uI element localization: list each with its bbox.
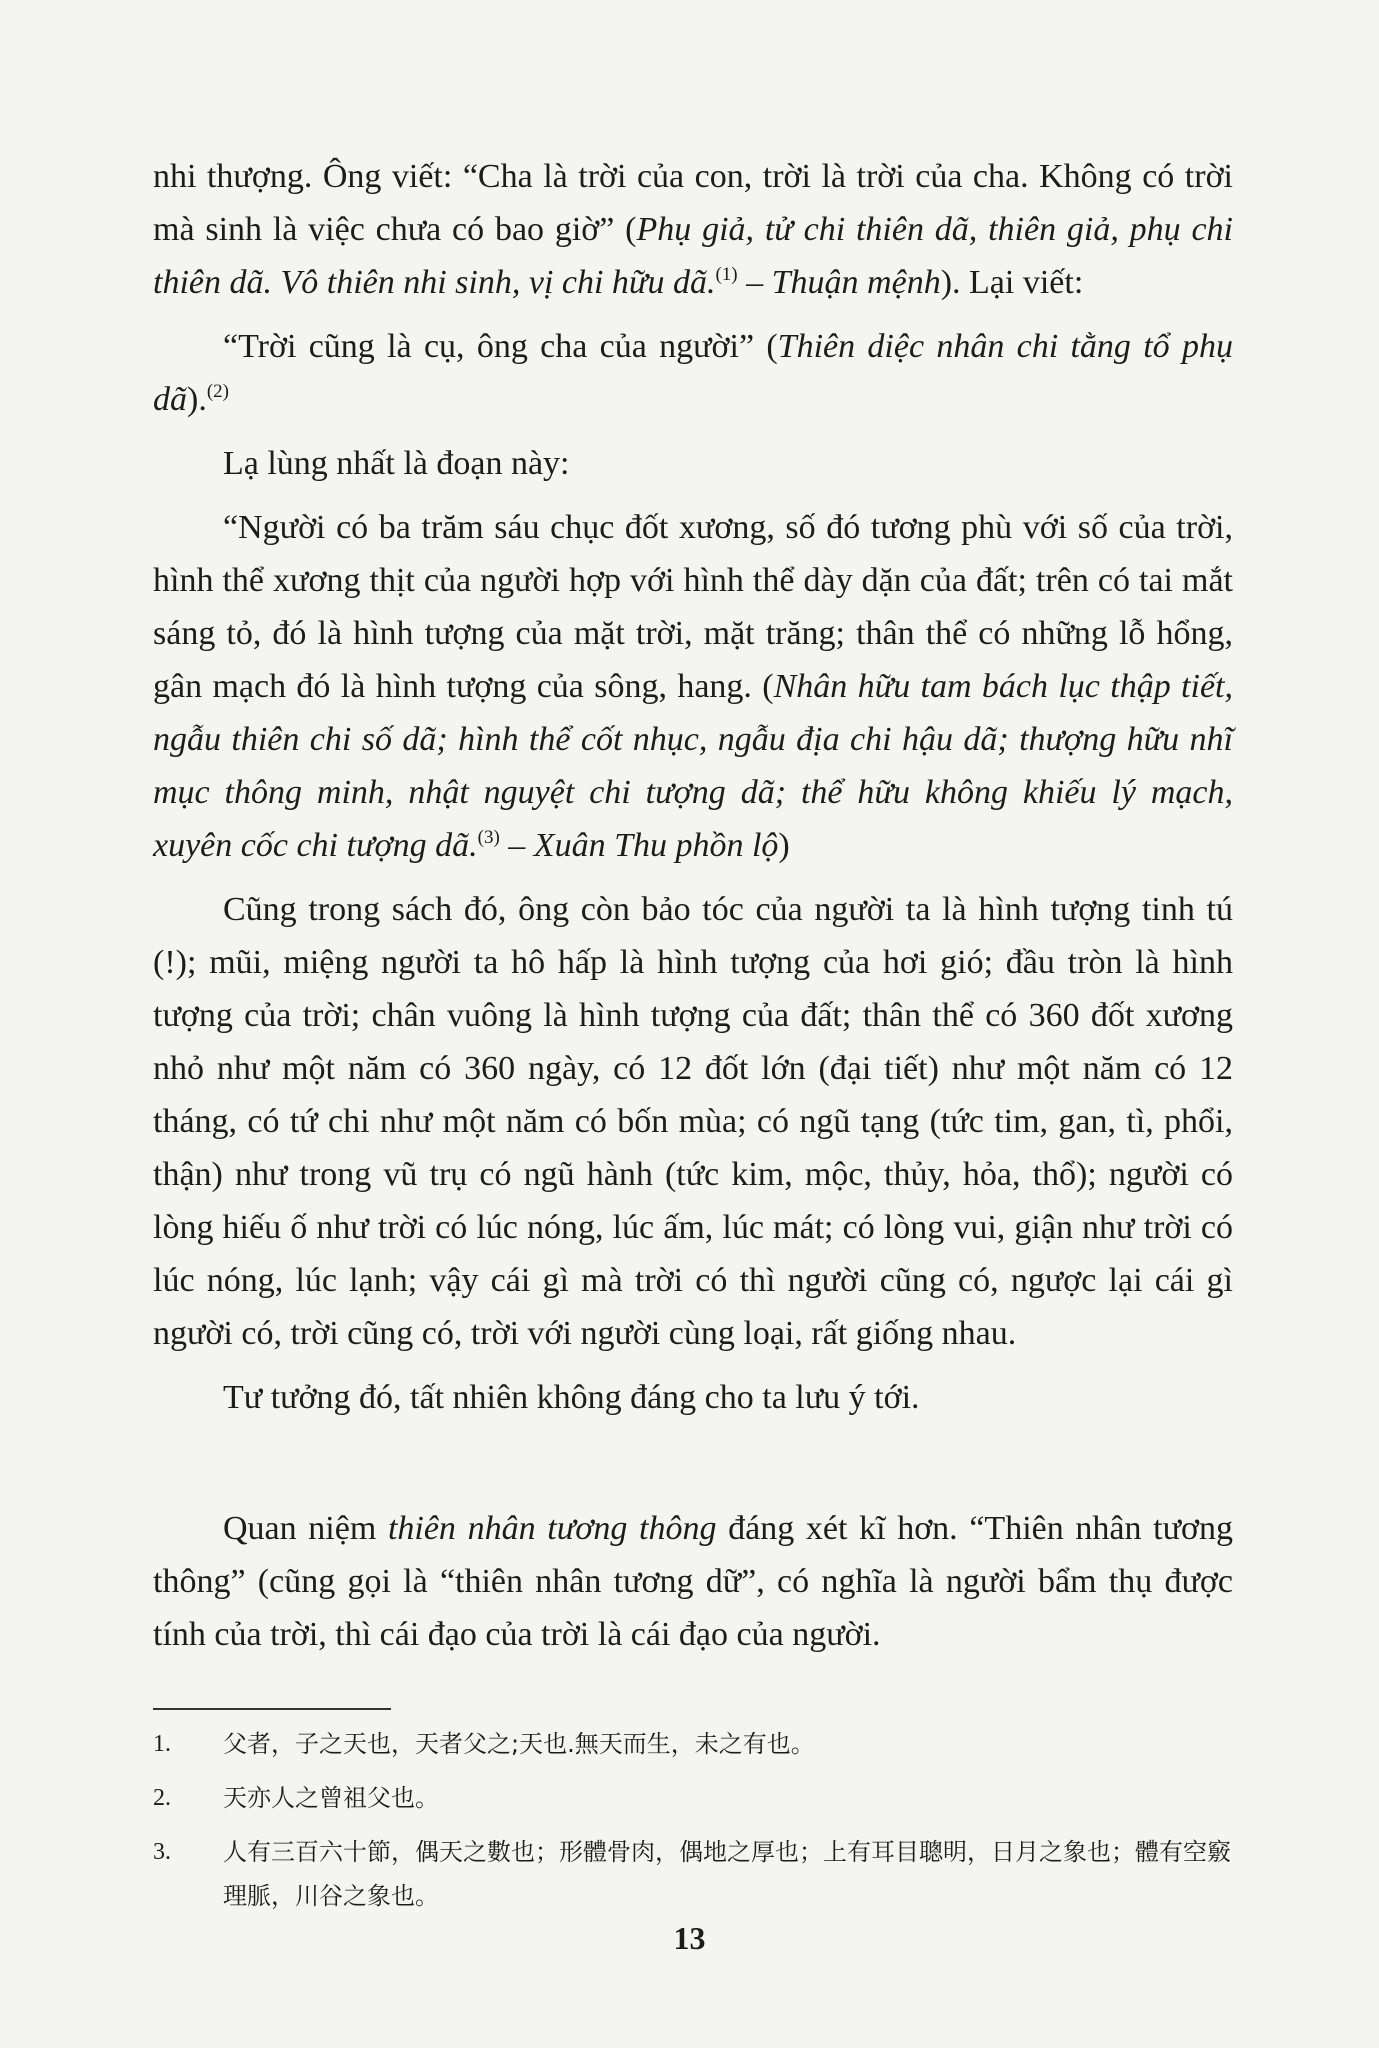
paragraph <box>153 320 1233 426</box>
italic-text: Thuận mệnh <box>771 264 941 301</box>
text-run: ) <box>778 827 790 864</box>
text-run: – <box>499 827 534 864</box>
paragraph <box>153 1502 1233 1661</box>
footnote-ref: (1) <box>715 264 738 285</box>
text-run: “Trời cũng là cụ, ông cha của người” ( <box>223 328 778 365</box>
text-run: đáng xét kĩ hơn. “Thiên nhân tương thông” (cũng gọi là “thiên nhân tương dữ”, có nghĩa là người bẩm thụ được tính của trời, thì cái đạo của trời là cái đạo của người. <box>153 1510 1233 1653</box>
paragraph <box>153 501 1233 872</box>
body-text <box>153 150 1233 1661</box>
text-run: ). Lại viết: <box>940 264 1084 301</box>
italic-text: Xuân Thu phồn lộ <box>533 827 779 864</box>
italic-text: Thiên diệc nhân chi tằng tổ phụ dã <box>153 328 1233 418</box>
text-run: “Người có ba trăm sáu chục đốt xương, số đó tương phù với số của trời, hình thể xương thịt của người hợp với hình thể dày dặn của đất; trên có tai mắt sáng tỏ, đó là hình tượng của mặt trời, mặt trăng; thân thể có những lỗ hổng, gân mạch đó là hình tượng của sông, hang. ( <box>153 509 1233 705</box>
text-run: ). <box>187 381 207 418</box>
footnote-number: 3. <box>153 1839 171 1865</box>
paragraph <box>153 437 1233 490</box>
footnote <box>153 1722 1233 1766</box>
footnote-divider <box>153 1708 391 1710</box>
page-number: 13 <box>673 1920 706 1956</box>
italic-text: Phụ giả, tử chi thiên dã, thiên giả, phụ chi thiên dã. Vô thiên nhi sinh, vị chi hữu dã. <box>153 211 1233 301</box>
italic-text: thiên nhân tương thông <box>387 1510 717 1547</box>
text-run: Lạ lùng nhất là đoạn này: <box>223 445 570 482</box>
text-run: – <box>737 264 772 301</box>
paragraph <box>153 1371 1233 1424</box>
footnote-number: 2. <box>153 1785 171 1811</box>
text-run: nhi thượng. Ông viết: “Cha là trời của con, trời là trời của cha. Không có trời mà sinh là việc chưa có bao giờ” ( <box>153 158 1233 248</box>
footnote <box>153 1776 1233 1820</box>
footnotes <box>153 1722 1233 1928</box>
paragraph <box>153 150 1233 309</box>
footnote-text: 父者，子之天也，天者父之;天也.無天而生，未之有也。 <box>223 1730 815 1758</box>
footnote-text: 人有三百六十節，偶天之數也；形體骨肉，偶地之厚也；上有耳目聰明，日月之象也；體有空竅理脈，川谷之象也。 <box>223 1838 1231 1910</box>
footnote-text: 天亦人之曾祖父也。 <box>223 1784 439 1812</box>
footnote <box>153 1830 1233 1918</box>
footnote-ref: (2) <box>206 381 229 402</box>
italic-text: Nhân hữu tam bách lục thập tiết, ngẫu thiên chi số dã; hình thể cốt nhục, ngẫu địa chi hậu dã; thượng hữu nhĩ mục thông minh, nhật nguyệt chi tượng dã; thể hữu không khiếu lý mạch, xuyên cốc chi tượng dã. <box>153 668 1233 864</box>
footnote-ref: (3) <box>477 827 500 848</box>
footnote-number: 1. <box>153 1731 171 1757</box>
text-run: Quan niệm <box>223 1510 388 1547</box>
text-run: Tư tưởng đó, tất nhiên không đáng cho ta lưu ý tới. <box>223 1379 920 1416</box>
paragraph <box>153 883 1233 1360</box>
text-run: Cũng trong sách đó, ông còn bảo tóc của người ta là hình tượng tinh tú (!); mũi, miệng người ta hô hấp là hình tượng của hơi gió; đầu tròn là hình tượng của trời; chân vuông là hình tượng của đất; thân thể có 360 đốt xương nhỏ như một năm có 360 ngày, có 12 đốt lớn (đại tiết) như một năm có 12 tháng, có tứ chi như một năm có bốn mùa; có ngũ tạng (tức tim, gan, tì, phổi, thận) như trong vũ trụ có ngũ hành (tức kim, mộc, thủy, hỏa, thổ); người có lòng hiếu ố như trời có lúc nóng, lúc ấm, lúc mát; có lòng vui, giận như trời có lúc nóng, lúc lạnh; vậy cái gì mà trời có thì người cũng có, ngược lại cái gì người có, trời cũng có, trời với người cùng loại, rất giống nhau. <box>153 891 1233 1352</box>
